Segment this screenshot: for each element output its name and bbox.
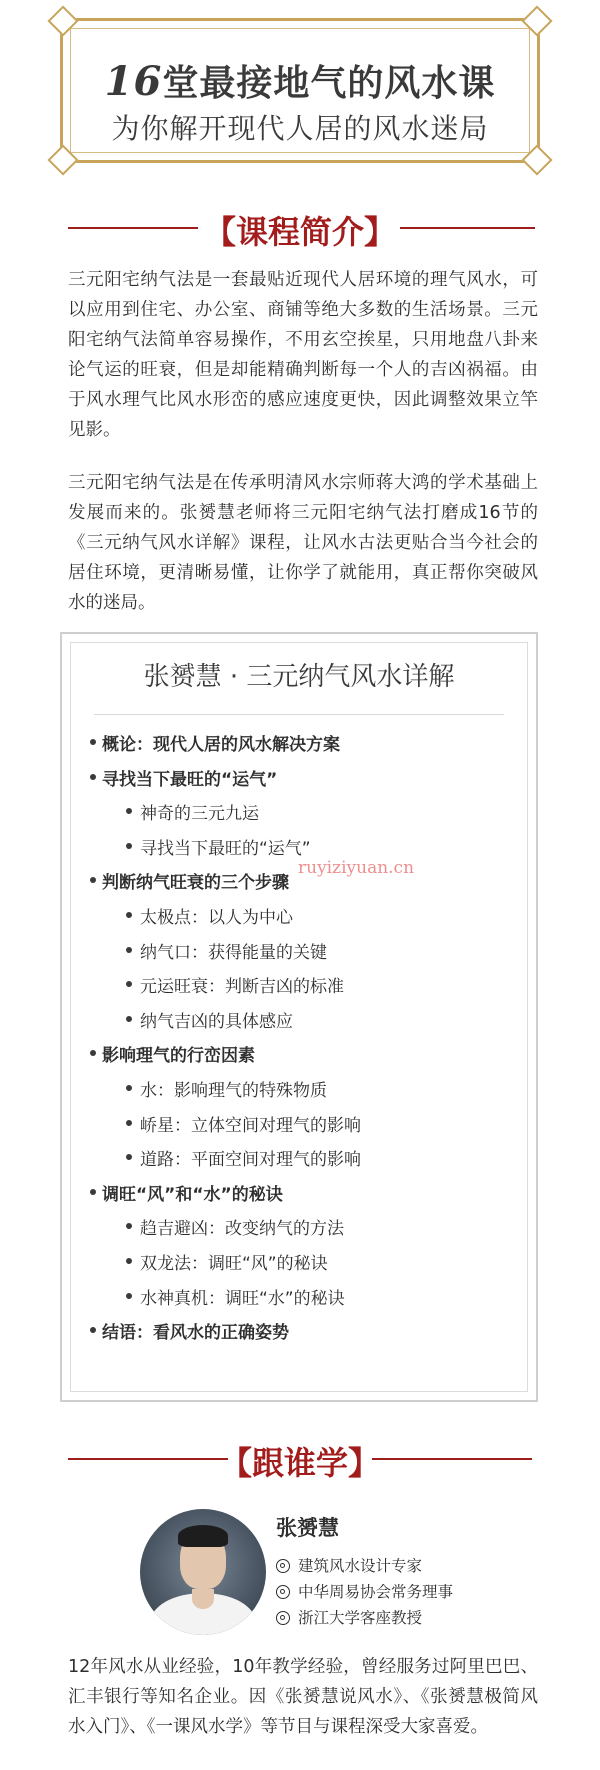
avatar-hair	[178, 1525, 228, 1547]
teacher-section-heading	[0, 1436, 600, 1482]
bullet-dot	[90, 739, 96, 745]
outline-lesson: 太极点：以人为中心	[140, 908, 293, 928]
page-title-text: 堂最接地气的风水课	[162, 63, 496, 104]
bullet-dot	[90, 1050, 96, 1056]
bullseye-icon	[276, 1559, 290, 1573]
bullet-dot	[90, 774, 96, 780]
outline-chapter: 结语：看风水的正确姿势	[102, 1323, 289, 1343]
bullet-dot	[126, 947, 132, 953]
credential-item	[276, 1606, 422, 1628]
teacher-bio: 12年风水从业经验，10年教学经验，曾经服务过阿里巴巴、汇丰银行等知名企业。因《张赟慧说风水》、《张赟慧极简风水入门》、《一课风水学》等节目与课程深受大家喜爱。	[68, 1657, 538, 1737]
page-title-number: 16	[104, 58, 163, 105]
outline-lesson: 水神真机：调旺“水”的秘诀	[140, 1289, 345, 1309]
avatar-neck	[192, 1589, 214, 1609]
teacher-avatar	[140, 1509, 266, 1635]
intro-paragraph-1: 三元阳宅纳气法是一套最贴近现代人居环境的理气风水，可以应用到住宅、办公室、商铺等绝大多数的生活场景。三元阳宅纳气法简单容易操作，不用玄空挨星，只用地盘八卦来论气运的旺衰，但是却能精确判断每一个人的吉凶祸福。由于风水理气比风水形峦的感应速度更快，因此调整效果立竿见影。	[68, 270, 538, 440]
bullet-dot	[126, 1293, 132, 1299]
bullseye-icon	[276, 1611, 290, 1625]
outline-lesson: 双龙法：调旺“风”的秘诀	[140, 1254, 328, 1274]
outline-lesson: 趋吉避凶：改变纳气的方法	[140, 1219, 344, 1239]
outline-lesson: 道路：平面空间对理气的影响	[140, 1150, 361, 1170]
bullet-dot	[126, 808, 132, 814]
outline-lesson: 水：影响理气的特殊物质	[140, 1081, 327, 1101]
outline-lesson: 纳气吉凶的具体感应	[140, 1012, 293, 1032]
bullet-dot	[90, 1327, 96, 1333]
bullet-dot	[126, 1223, 132, 1229]
bullet-dot	[126, 1016, 132, 1022]
bullet-dot	[126, 981, 132, 987]
credential-text: 中华周易协会常务理事	[298, 1583, 454, 1601]
outline-chapter: 寻找当下最旺的“运气”	[102, 770, 278, 790]
outline-chapter: 判断纳气旺衰的三个步骤	[102, 873, 289, 893]
outline-lesson: 峤星：立体空间对理气的影响	[140, 1116, 361, 1136]
bullet-dot	[90, 1189, 96, 1195]
outline-lesson: 神奇的三元九运	[140, 804, 259, 824]
intro-paragraph-2: 三元阳宅纳气法是在传承明清风水宗师蒋大鸿的学术基础上发展而来的。张赟慧老师将三元阳宅纳气法打磨成16节的《三元纳气风水详解》课程，让风水古法更贴合当今社会的居住环境，更清晰易懂，让你学了就能用，真正帮你突破风水的迷局。	[68, 473, 538, 613]
credential-text: 建筑风水设计专家	[298, 1557, 423, 1575]
page-title	[63, 55, 537, 106]
bullet-dot	[126, 1085, 132, 1091]
teacher-name: 张赟慧	[276, 1516, 339, 1540]
bullet-dot	[126, 1154, 132, 1160]
credential-item	[276, 1580, 453, 1602]
credential-item	[276, 1554, 422, 1576]
intro-section-heading	[0, 205, 600, 251]
title-frame	[60, 18, 540, 163]
bullet-dot	[126, 843, 132, 849]
outline-chapter: 调旺“风”和“水”的秘诀	[102, 1185, 283, 1205]
bullet-dot	[126, 1258, 132, 1264]
outline-chapter: 影响理气的行峦因素	[102, 1046, 255, 1066]
bullet-dot	[126, 1120, 132, 1126]
outline-chapter: 概论：现代人居的风水解决方案	[102, 735, 340, 755]
outline-lesson: 寻找当下最旺的“运气”	[140, 839, 311, 859]
outline-lesson: 元运旺衰：判断吉凶的标准	[140, 977, 344, 997]
outline-lesson: 纳气口：获得能量的关键	[140, 943, 327, 963]
bullseye-icon	[276, 1585, 290, 1599]
intro-heading-text: 【课程简介】	[203, 213, 396, 251]
page-subtitle: 为你解开现代人居的风水迷局	[111, 112, 489, 145]
course-title: 张赟慧 · 三元纳气风水详解	[143, 662, 455, 692]
course-title-divider	[94, 714, 504, 715]
teacher-heading-text: 【跟谁学】	[219, 1444, 380, 1482]
bullet-dot	[126, 912, 132, 918]
credential-text: 浙江大学客座教授	[298, 1609, 423, 1627]
watermark: ruyiziyuan.cn	[298, 858, 415, 878]
bullet-dot	[90, 877, 96, 883]
